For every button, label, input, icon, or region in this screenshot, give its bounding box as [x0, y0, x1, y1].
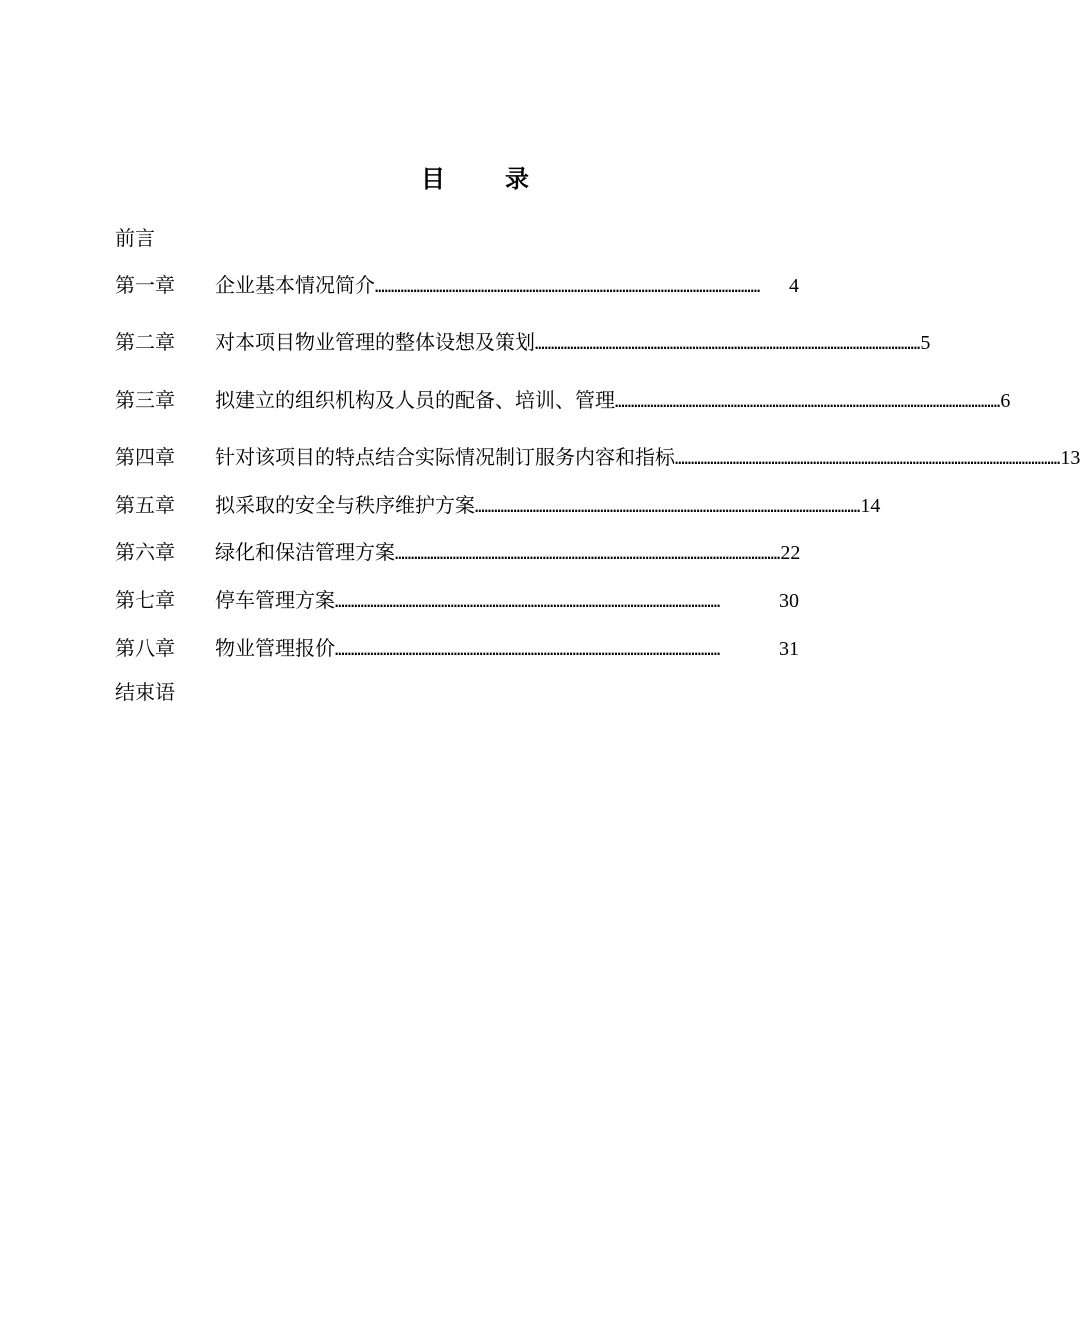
- toc-entry-topic: 企业基本情况简介: [215, 273, 375, 297]
- toc-entry-topic: 拟采取的安全与秩序维护方案: [215, 493, 475, 517]
- toc-entry-chapter: 第六章: [115, 540, 175, 564]
- toc-entry[interactable]: [115, 586, 799, 614]
- toc-entry-chapter: 第二章: [115, 330, 175, 354]
- toc-entry-topic: 物业管理报价: [215, 636, 335, 660]
- toc-leader-dots: …………………………………………………………………………………………………………: [335, 592, 721, 611]
- toc-entry[interactable]: [115, 443, 1080, 471]
- toc-entry-page: 30: [779, 590, 799, 612]
- toc-entry-topic: 拟建立的组织机构及人员的配备、培训、管理: [215, 388, 615, 412]
- toc-entry[interactable]: [115, 634, 799, 662]
- toc-leader-dots: …………………………………………………………………………………………………………: [395, 544, 781, 563]
- toc-entry[interactable]: [115, 328, 931, 356]
- toc-leader-dots: …………………………………………………………………………………………………………: [335, 640, 721, 659]
- toc-entry[interactable]: [115, 271, 799, 299]
- toc-entry-chapter: 第五章: [115, 493, 175, 517]
- toc-entry-page: 5: [920, 332, 931, 354]
- toc-entry-page: 4: [789, 275, 799, 297]
- toc-title-char-2: 录: [505, 165, 529, 193]
- toc-leader-dots: …………………………………………………………………………………………………………: [615, 392, 1001, 411]
- toc-entry[interactable]: [115, 386, 1011, 414]
- toc-leader-dots: …………………………………………………………………………………………………………: [375, 277, 761, 296]
- toc-entry-chapter: 第七章: [115, 588, 175, 612]
- toc-entry-topic: 绿化和保洁管理方案: [215, 540, 395, 564]
- toc-entry-chapter: 第一章: [115, 273, 175, 297]
- toc-title: [0, 162, 950, 196]
- toc-entry-topic: 对本项目物业管理的整体设想及策划: [215, 330, 535, 354]
- toc-entry-page: 6: [1000, 390, 1011, 412]
- toc-leader-dots: …………………………………………………………………………………………………………: [675, 449, 1061, 468]
- toc-entry-page: 13: [1060, 447, 1080, 469]
- preface-line: 前言: [115, 226, 155, 250]
- toc-entry-chapter: 第四章: [115, 445, 175, 469]
- closing-line: 结束语: [115, 680, 175, 704]
- toc-entry[interactable]: [115, 491, 881, 519]
- toc-entry-topic: 针对该项目的特点结合实际情况制订服务内容和指标: [215, 445, 675, 469]
- toc-entry-chapter: 第三章: [115, 388, 175, 412]
- toc-entry[interactable]: [115, 538, 799, 566]
- toc-entry-topic: 停车管理方案: [215, 588, 335, 612]
- toc-leader-dots: …………………………………………………………………………………………………………: [475, 497, 861, 516]
- toc-entry-page: 14: [860, 495, 881, 517]
- toc-entry-chapter: 第八章: [115, 636, 175, 660]
- toc-title-char-1: 目: [421, 165, 445, 193]
- toc-leader-dots: …………………………………………………………………………………………………………: [535, 334, 921, 353]
- toc-entry-page: 31: [779, 638, 799, 660]
- toc-entry-page: 22: [780, 542, 801, 564]
